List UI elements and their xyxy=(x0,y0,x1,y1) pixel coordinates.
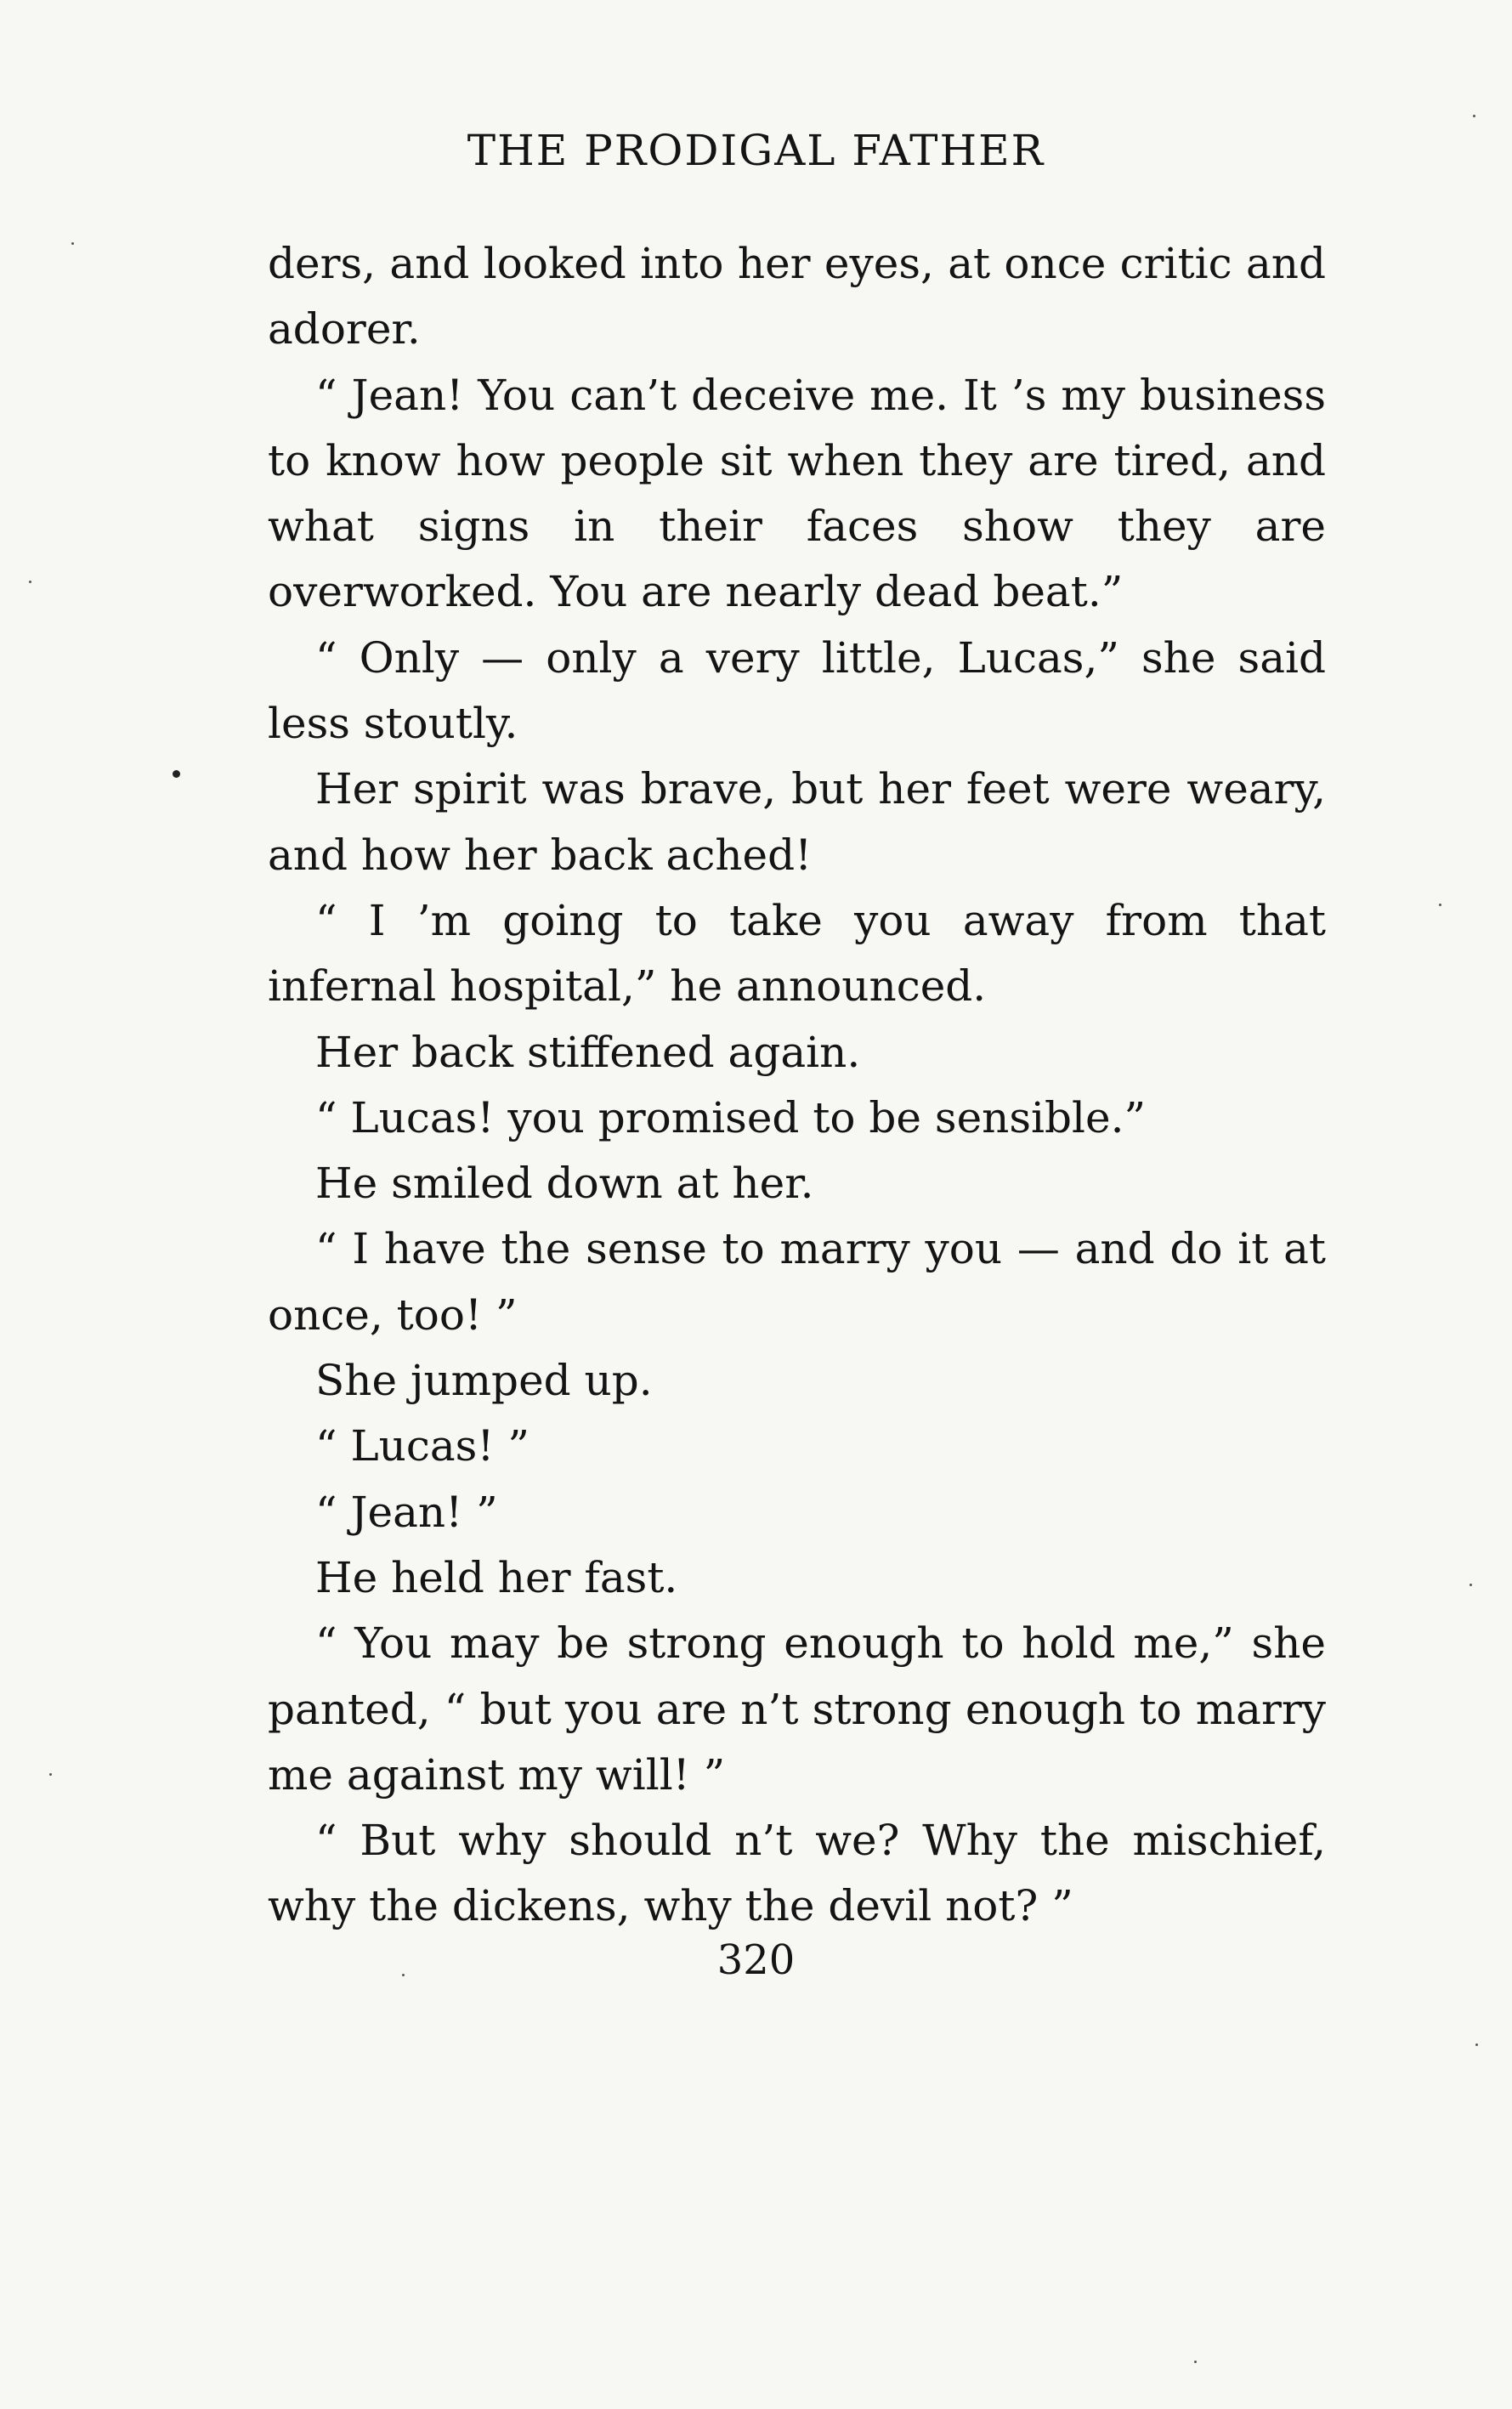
scan-speck xyxy=(1439,904,1441,906)
paragraph: “ But why should n’t we? Why the mischief, why the dickens, why the devil not? ” xyxy=(268,1816,1326,1931)
paragraph: Her spirit was brave, but her feet were weary, and how her back ached! xyxy=(268,764,1326,880)
paragraph: Her back stiffened again. xyxy=(315,1027,861,1077)
scan-speck xyxy=(1470,1584,1472,1586)
running-head: THE PRODIGAL FATHER xyxy=(467,126,1045,175)
body-text xyxy=(268,231,1326,1940)
scan-speck xyxy=(402,1974,405,1976)
paragraph: “ I have the sense to marry you — and do it at once, too! ” xyxy=(268,1224,1326,1340)
scan-speck xyxy=(29,581,31,583)
scan-speck xyxy=(71,242,74,245)
paragraph: “ Only — only a very little, Lucas,” she said less stoutly. xyxy=(268,632,1326,749)
paragraph: She jumped up. xyxy=(315,1356,653,1406)
scan-speck xyxy=(1194,2361,1197,2363)
paragraph-continuation: ders, and looked into her eyes, at once critic and adorer. xyxy=(268,239,1326,354)
paragraph: “ Jean! ” xyxy=(315,1487,498,1537)
paragraph: “ I ’m going to take you away from that infernal hospital,” he announced. xyxy=(268,895,1326,1012)
paragraph: “ Lucas! you promised to be sensible.” xyxy=(315,1092,1147,1142)
scan-speck xyxy=(1473,115,1475,117)
scan-speck xyxy=(1475,2043,1478,2046)
paragraph: “ Jean! You can’t deceive me. It ’s my business to know how people sit when they are tired, and what signs in their faces show they are overworked. You are nearly dead beat.” xyxy=(268,370,1326,617)
scan-speck xyxy=(173,770,180,778)
paragraph: He held her fast. xyxy=(315,1552,678,1602)
scan-speck xyxy=(49,1773,52,1776)
paragraph: “ You may be strong enough to hold me,” she panted, “ but you are n’t strong enough to marry me against my will! ” xyxy=(268,1618,1326,1800)
page-number: 320 xyxy=(716,1936,796,1984)
paragraph: He smiled down at her. xyxy=(315,1159,814,1209)
paragraph: “ Lucas! ” xyxy=(315,1421,529,1471)
